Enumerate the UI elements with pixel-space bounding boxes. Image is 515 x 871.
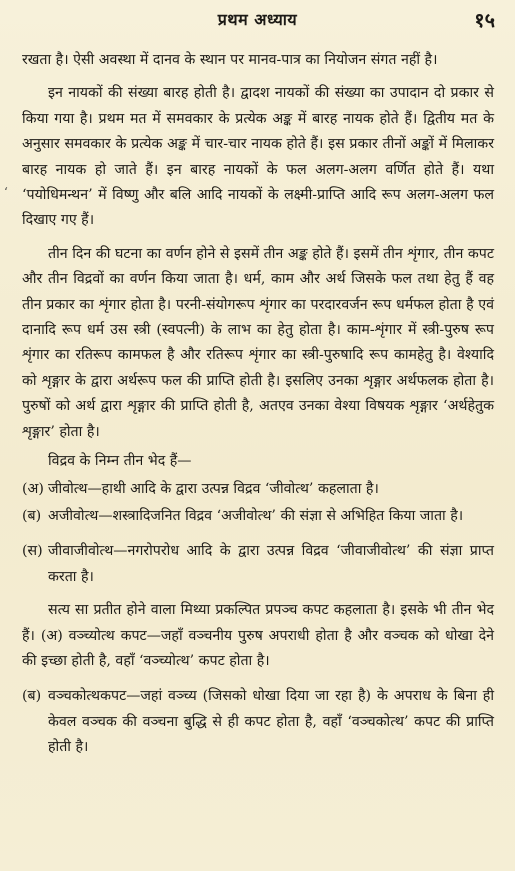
list-item-a <box>22 477 494 502</box>
vidrava-intro: विद्रव के निम्न तीन भेद हैं— <box>48 453 192 470</box>
list-marker: (अ) <box>22 480 44 497</box>
margin-mark: ‘ <box>4 185 8 199</box>
list-item-kapat-b <box>22 684 494 760</box>
list-text: जीवाजीवोत्थ—नगरोपरोध आदि के द्वारा उत्पन्न विद्रव ‘जीवाजीवोत्थ’ की संज्ञा प्राप्त करता है। <box>48 543 494 585</box>
list-text: जीवोत्थ—हाथी आदि के द्वारा उत्पन्न विद्रव ‘जीवोत्थ’ कहलाता है। <box>48 480 379 497</box>
paragraph-1: रखता है। ऐसी अवस्था में दानव के स्थान पर मानव-पात्र का नियोजन संगत नहीं है। <box>22 52 438 68</box>
paragraph-kapat: सत्य सा प्रतीत होने वाला मिथ्या प्रकल्पित प्रपञ्च कपट कहलाता है। इसके भी तीन भेद हैं। (अ) वञ्च्योत्थ कपट—जहाँ वञ्चनीय पुरुष अपराधी होता है और वञ्चक को धोखा देने की इच्छा होती है, वहाँ ‘वञ्च्योत्थ’ कपट होता है। <box>22 602 494 669</box>
page-number: १५ <box>474 8 495 32</box>
page-header <box>0 8 515 38</box>
body-text <box>22 48 494 761</box>
list-marker: (स) <box>22 543 43 560</box>
list-marker: (ब) <box>22 688 42 705</box>
list-item-c <box>22 539 494 590</box>
list-item-b <box>22 504 494 529</box>
list-text: अजीवोत्थ—शस्त्रादिजनित विद्रव ‘अजीवोत्थ’ की संज्ञा से अभिहित किया जाता है। <box>48 507 464 524</box>
paragraph-2: इन नायकों की संख्या बारह होती है। द्वादश नायकों की संख्या का उपादान दो प्रकार से किया गया है। प्रथम मत में समवकार के प्रत्येक अङ्क में बारह नायक होते हैं। द्वितीय मत के अनुसार समवकार के प्रत्येक अङ्क में चार-चार नायक होते हैं। इस प्रकार तीनों अङ्कों में मिलाकर बारह नायक हो जाते हैं। इन बारह नायकों के फल अलग-अलग वर्णित होते हैं। यथा ‘पयोधिमन्थन’ में विष्णु और बलि आदि नायकों के लक्ष्मी-प्राप्ति आदि रूप अलग-अलग फल दिखाए गए हैं। <box>22 85 494 229</box>
running-head: प्रथम अध्याय <box>217 10 298 29</box>
paragraph-3: तीन दिन की घटना का वर्णन होने से इसमें तीन अङ्क होते हैं। इसमें तीन शृंगार, तीन कपट और तीन विद्रवों का वर्णन किया जाता है। धर्म, काम और अर्थ जिसके फल तथा हेतु हैं वह तीन प्रकार का शृंगार होता है। परनी-संयोगरूप शृंगार का परदारवर्जन रूप धर्मफल होता है एवं दानादि रूप धर्म उस स्त्री (स्वपत्नी) के लाभ का हेतु होता है। काम-शृंगार में स्त्री-पुरुष रूप शृंगार का रतिरूप कामफल है और रतिरूप शृंगार का स्त्री-पुरुषादि रूप कामहेतु है। वेश्यादि को शृङ्गार के द्वारा अर्थरूप फल की प्राप्ति होती है। इसलिए उनका शृङ्गार अर्थफलक होता है। पुरुषों को अर्थ द्वारा शृङ्गार की प्राप्ति होती है, अतएव उनका वेश्या विषयक शृङ्गार ‘अर्थहेतुक शृङ्गार’ होता है। <box>22 245 494 440</box>
list-text: वञ्चकोत्थकपट—जहां वञ्च्य (जिसको धोखा दिया जा रहा है) के अपराध के बिना ही केवल वञ्चक की वञ्चना बुद्धि से ही कपट होता है, वहाँ ‘वञ्चकोत्थ’ कपट की प्राप्ति होती है। <box>48 688 494 756</box>
list-marker: (ब) <box>22 507 42 524</box>
